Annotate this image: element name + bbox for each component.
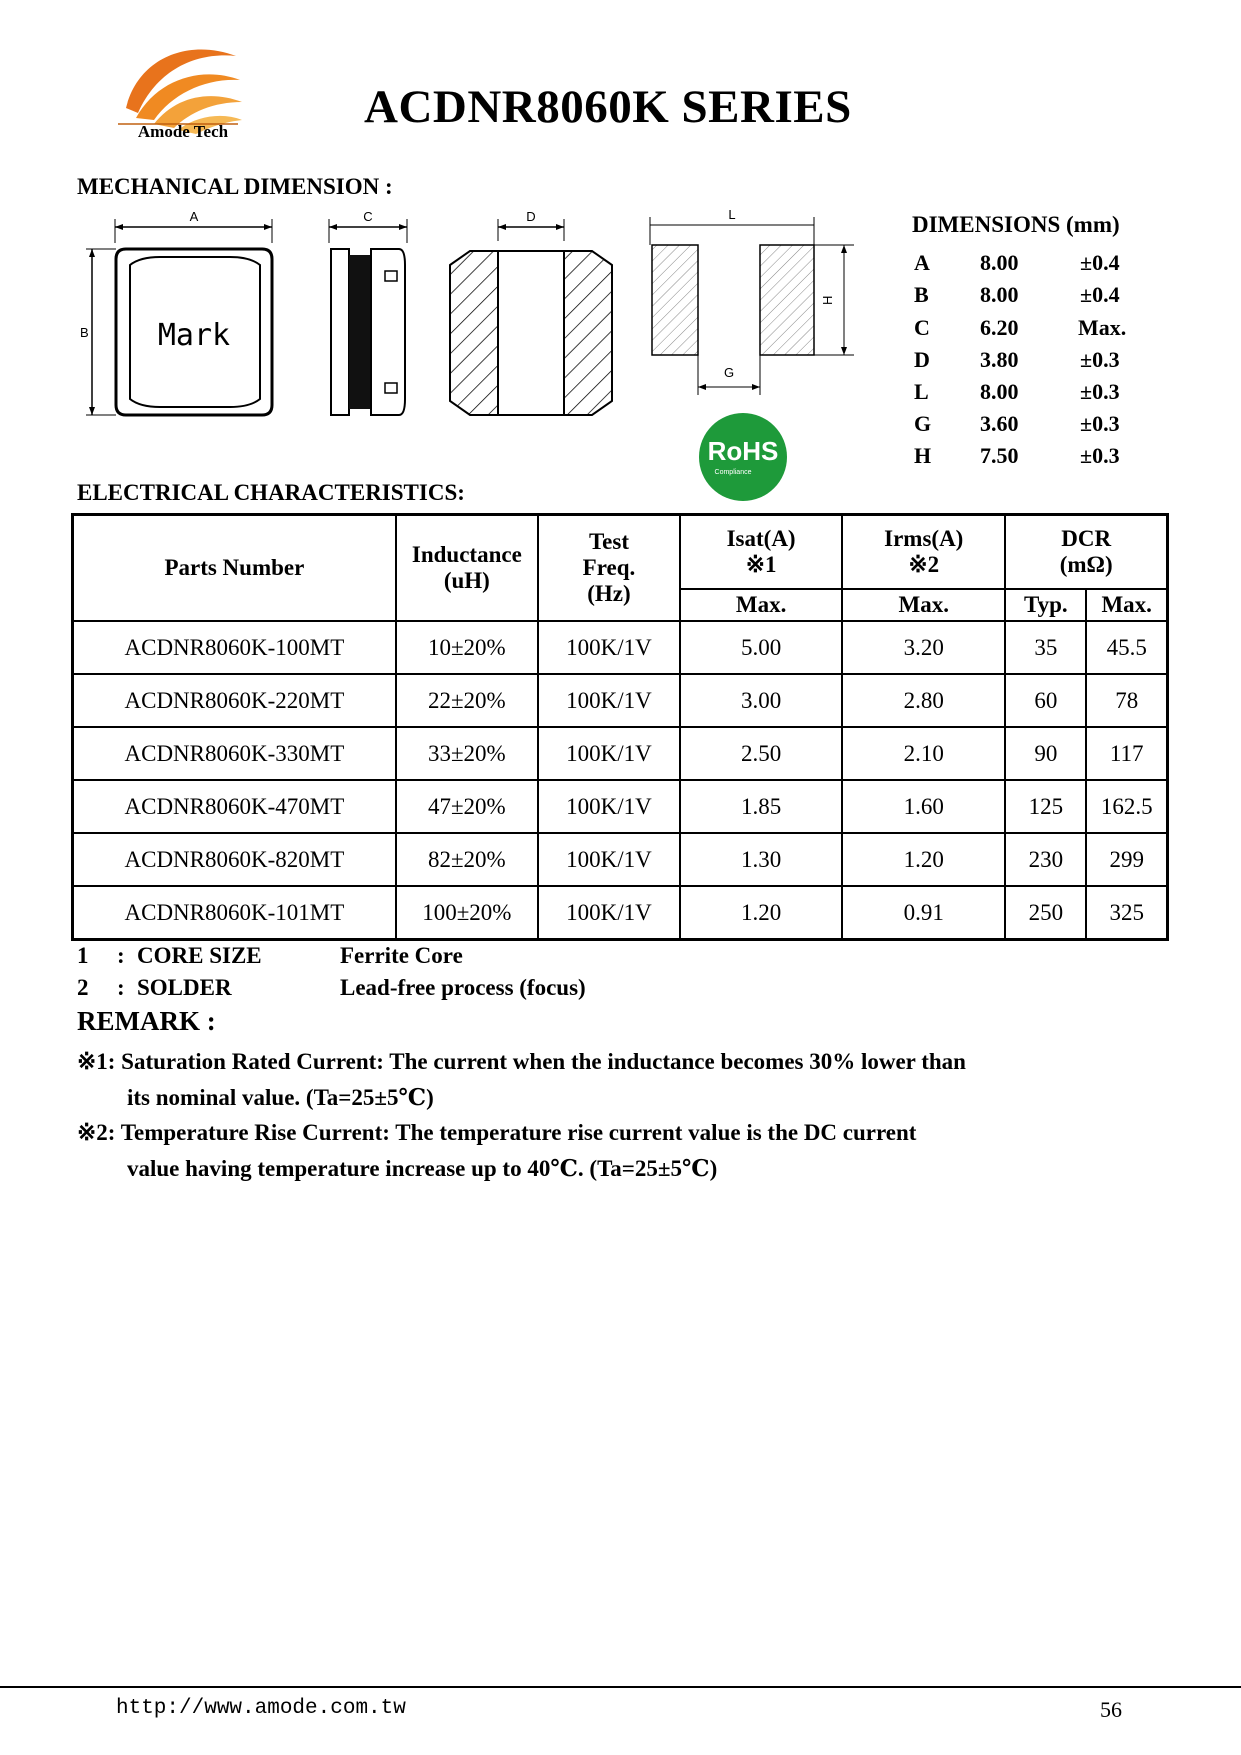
remark-line-3: ※2: Temperature Rise Current: The temperature rise current value is the DC current	[77, 1120, 917, 1145]
mark-text: Mark	[157, 318, 231, 353]
remark-line-2: its nominal value. (Ta=25±5℃)	[127, 1085, 434, 1110]
inductor-side-view-drawing	[325, 205, 415, 425]
table-row: ACDNR8060K-101MT 100±20% 100K/1V 1.20 0.91 250 325	[73, 886, 1168, 940]
header-isat-max: Max.	[680, 589, 842, 621]
dimensions-title: DIMENSIONS (mm)	[912, 212, 1120, 237]
dim-g-label: G	[723, 365, 735, 380]
header-inductance: Inductance (uH)	[396, 515, 538, 622]
remark-line-1: ※1: Saturation Rated Current: The current when the inductance becomes 30% lower than	[77, 1049, 966, 1074]
header-dcr: DCR (mΩ)	[1005, 515, 1167, 590]
electrical-heading: ELECTRICAL CHARACTERISTICS:	[77, 480, 465, 505]
note-value: Ferrite Core	[340, 943, 463, 968]
rohs-badge	[698, 412, 788, 502]
note-sep: :	[117, 943, 125, 968]
note-core-size: 1	[77, 943, 89, 968]
core-drawing	[440, 205, 620, 425]
note-sep: :	[117, 975, 125, 1000]
table-row: ACDNR8060K-100MT 10±20% 100K/1V 5.00 3.20 35 45.5	[73, 621, 1168, 674]
header-irms: Irms(A) ※2	[842, 515, 1005, 590]
footer-divider	[0, 1686, 1241, 1688]
land-pattern-drawing	[640, 205, 860, 400]
header-isat: Isat(A) ※1	[680, 515, 842, 590]
dim-c-label: C	[363, 209, 373, 224]
header-irms-max: Max.	[842, 589, 1005, 621]
electrical-table	[71, 513, 1169, 941]
dim-h-label: H	[820, 295, 835, 305]
note-label: CORE SIZE	[137, 943, 262, 968]
table-row: ACDNR8060K-820MT 82±20% 100K/1V 1.30 1.20 230 299	[73, 833, 1168, 886]
table-row: ACDNR8060K-330MT 33±20% 100K/1V 2.50 2.10 90 117	[73, 727, 1168, 780]
header-dcr-max: Max.	[1086, 589, 1167, 621]
note-label: SOLDER	[137, 975, 232, 1000]
logo-text: Amode Tech	[137, 122, 229, 141]
header-part-number: Parts Number	[73, 515, 396, 622]
header-dcr-typ: Typ.	[1005, 589, 1086, 621]
page-title: ACDNR8060K SERIES	[364, 81, 852, 133]
remark-line-4: value having temperature increase up to 40℃. (Ta=25±5℃)	[127, 1156, 718, 1181]
dim-a-label: A	[189, 209, 199, 224]
note-value: Lead-free process (focus)	[340, 975, 586, 1000]
rohs-label: RoHS	[707, 436, 779, 466]
mechanical-heading: MECHANICAL DIMENSION :	[77, 174, 393, 199]
table-row: ACDNR8060K-470MT 47±20% 100K/1V 1.85 1.60 125 162.5	[73, 780, 1168, 833]
page-number: 56	[1100, 1697, 1122, 1722]
inductor-top-view-drawing	[80, 205, 280, 425]
dim-d-label: D	[526, 209, 536, 224]
note-solder: 2	[77, 975, 89, 1000]
table-row: ACDNR8060K-220MT 22±20% 100K/1V 3.00 2.80 60 78	[73, 674, 1168, 727]
footer-url[interactable]: http://www.amode.com.tw	[116, 1697, 406, 1720]
header-test-freq: Test Freq. (Hz)	[538, 515, 680, 622]
dim-l-label: L	[728, 207, 736, 222]
remark-heading: REMARK :	[77, 1006, 216, 1036]
dim-b-label: B	[80, 325, 89, 340]
rohs-sub: Compliance	[714, 469, 752, 476]
